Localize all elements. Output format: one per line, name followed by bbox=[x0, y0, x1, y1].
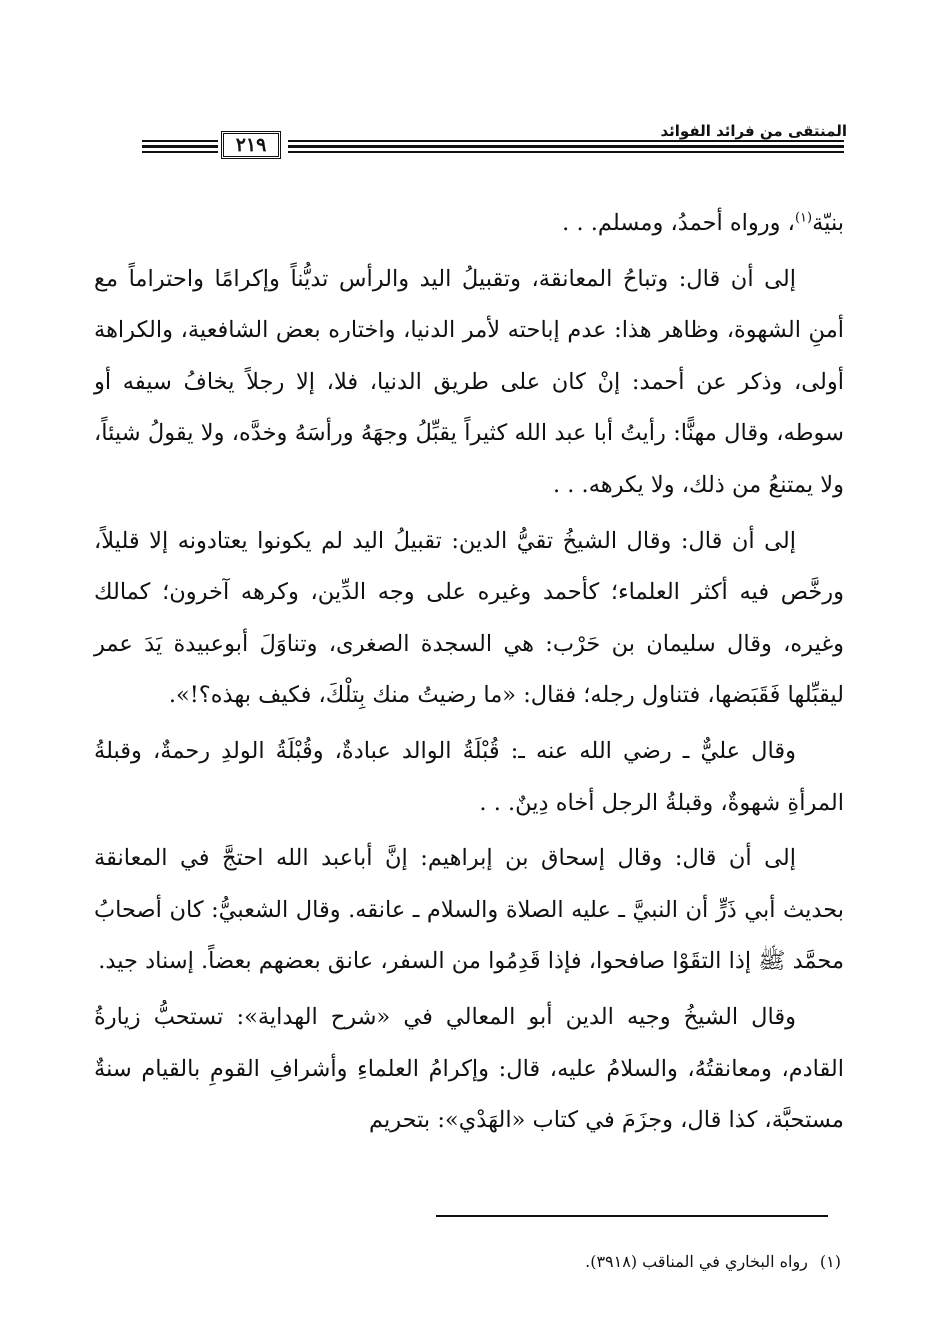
paragraph-1-word: بنيّة bbox=[812, 210, 844, 236]
paragraph-1 bbox=[94, 198, 844, 250]
footnote-number: (١) bbox=[819, 1252, 841, 1271]
paragraph-2: إلى أن قال: وتباحُ المعانقة، وتقبيلُ اليد والرأس تديُّناً وإكرامًا واحتراماً مع أمنِ الشهوة، وظاهر هذا: عدم إباحته لأمر الدنيا، واختاره بعض الشافعية، والكراهة أولى، وذكر عن أحمد: إنْ كان على طريق الدنيا، فلا، إلا رجلاً يخافُ سيفه أو سوطه، وقال مهنًّا: رأيتُ أبا عبد الله كثيراً يقبِّلُ وجهَهُ ورأسَهُ وخدَّه، ولا يقولُ شيئاً، ولا يمتنعُ من ذلك، ولا يكرهه. . . bbox=[94, 265, 844, 498]
page-number: ٢١٩ bbox=[221, 131, 281, 159]
paragraph-1-rest: ، ورواه أحمدُ، ومسلم. . . bbox=[562, 210, 795, 236]
footnote bbox=[141, 1250, 841, 1274]
header-rule-right bbox=[288, 139, 844, 155]
paragraph-4: وقال عليٌّ ـ رضي الله عنه ـ: قُبْلَةُ الوالد عبادةٌ، وقُبْلَةُ الولدِ رحمةٌ، وقبلةُ المرأةِ شهوةٌ، وقبلةُ الرجل أخاه دِينٌ. . . bbox=[94, 737, 844, 816]
header-rule-left bbox=[142, 139, 218, 155]
footnote-separator bbox=[436, 1215, 828, 1217]
running-title: المنتقى من فرائد الفوائد bbox=[660, 122, 847, 140]
footnote-reference: (١) bbox=[794, 210, 813, 226]
paragraph-5: إلى أن قال: وقال إسحاق بن إبراهيم: إنَّ أباعبد الله احتجَّ في المعانقة بحديث أبي ذَرٍّ أن النبيَّ ـ عليه الصلاة والسلام ـ عانقه. وقال الشعبيُّ: كان أصحابُ محمَّد ﷺ إذا التقَوْا صافحوا، فإذا قَدِمُوا من السفر، عانق بعضهم بعضاً. إسناد جيد. bbox=[94, 845, 844, 975]
paragraph-3: إلى أن قال: وقال الشيخُ تقيُّ الدين: تقبيلُ اليد لم يكونوا يعتادونه إلا قليلاً، ورخَّص فيه أكثر العلماء؛ كأحمد وغيره على وجه الدِّين، وكرهه آخرون؛ كمالك وغيره، وقال سليمان بن حَرْب: هي السجدة الصغرى، وتناوَلَ أبوعبيدة يَدَ عمر ليقبِّلها فَقَبَضها، فتناول رجله؛ فقال: «ما رضيتُ منك بِتلْكَ، فكيف بهذه؟!». bbox=[94, 527, 844, 709]
footnote-text: رواه البخاري في المناقب (٣٩١٨). bbox=[585, 1252, 808, 1271]
main-text bbox=[94, 198, 844, 1147]
paragraph-6: وقال الشيخُ وجيه الدين أبو المعالي في «شرح الهداية»: تستحبُّ زيارةُ القادم، ومعانقتُهُ، والسلامُ عليه، قال: وإكرامُ العلماءِ وأشرافِ القومِ بالقيام سنةٌ مستحبَّة، كذا قال، وجزَمَ في كتاب «الهَدْي»: بتحريم bbox=[94, 1003, 844, 1134]
